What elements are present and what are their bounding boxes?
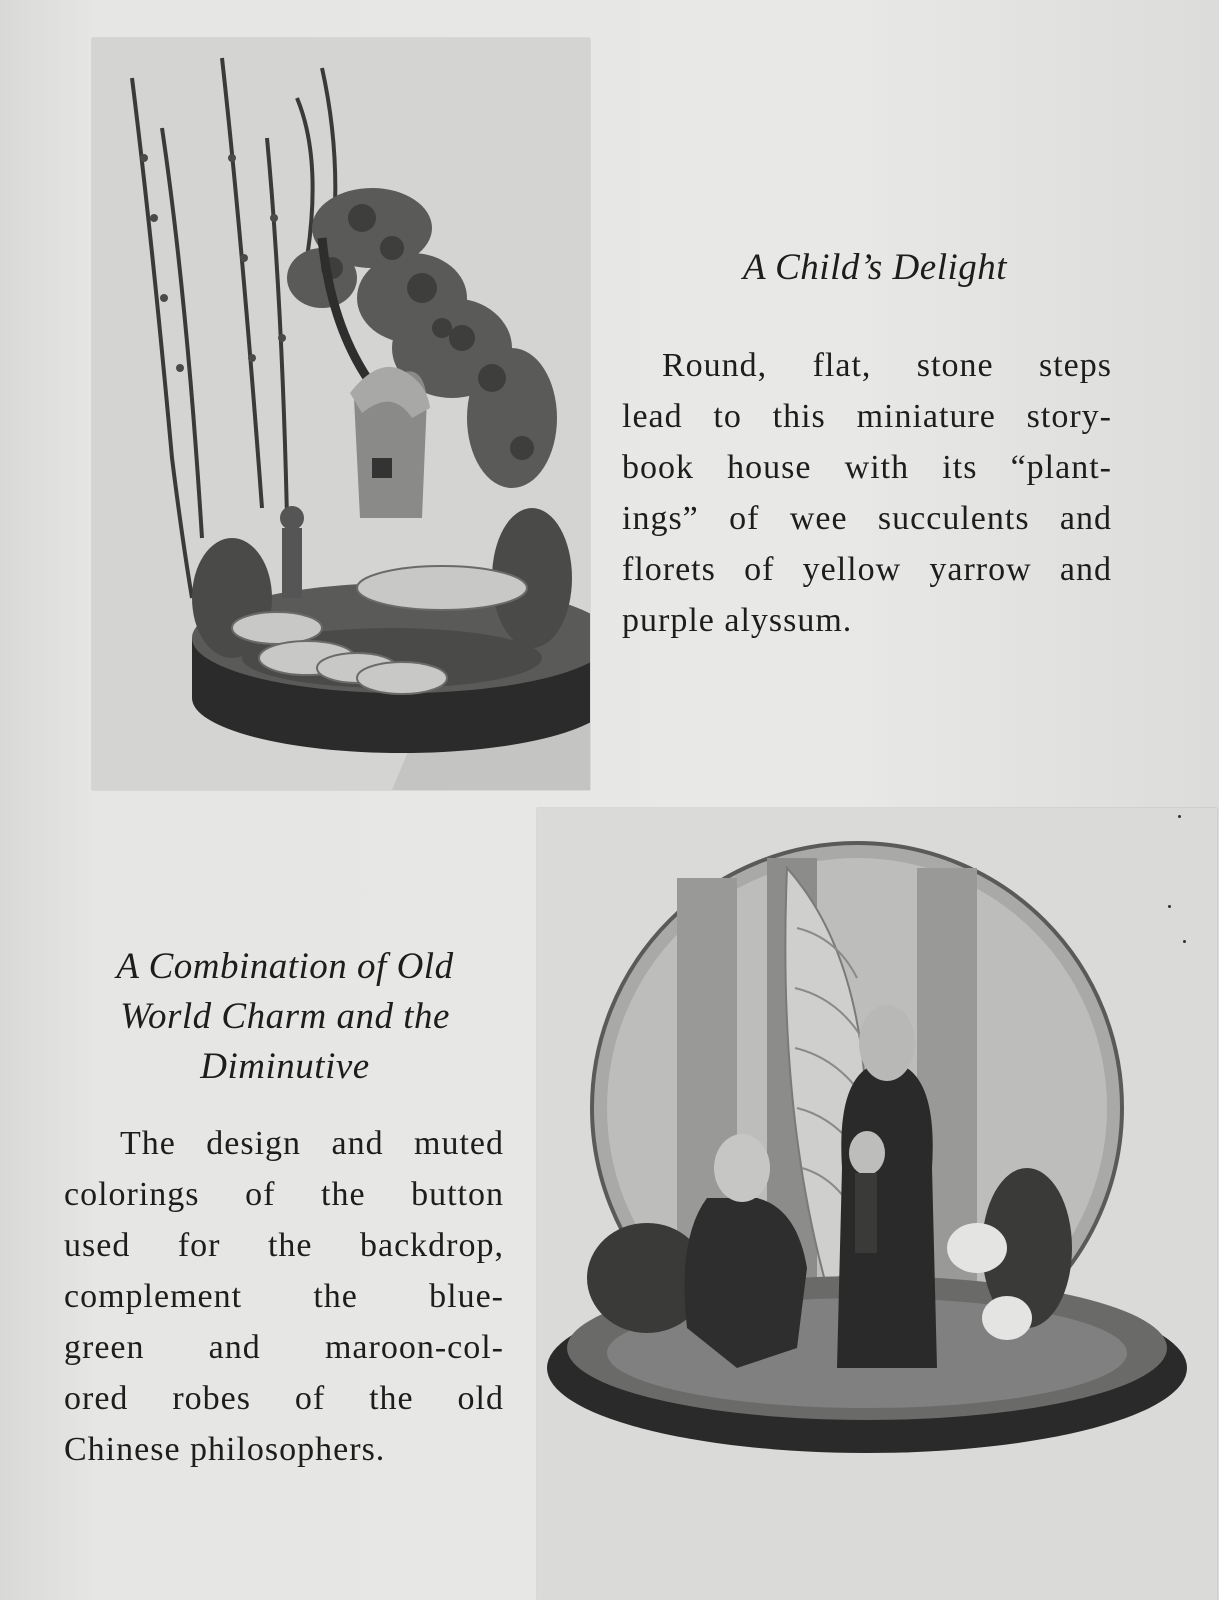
chinese-philosophers-illustration <box>537 808 1217 1600</box>
photo-chinese-philosophers <box>537 808 1217 1600</box>
print-speck <box>1183 940 1186 943</box>
text-line: book house with its “plant- <box>622 449 1112 486</box>
text-line: complement the blue- <box>64 1278 504 1315</box>
title-line: Diminutive <box>200 1046 370 1087</box>
text-line: lead to this miniature story- <box>622 398 1112 435</box>
text-line: florets of yellow yarrow and <box>622 551 1112 588</box>
title-old-world-charm <box>60 942 510 1092</box>
paragraph-old-world-charm <box>64 1118 504 1475</box>
paragraph-childs-delight <box>622 340 1112 646</box>
text-line: colorings of the button <box>64 1176 504 1213</box>
title-childs-delight: A Child’s Delight <box>742 247 1008 288</box>
text-line: used for the backdrop, <box>64 1227 504 1264</box>
photo-storybook-house <box>92 38 590 790</box>
text-line: Chinese philosophers. <box>64 1431 386 1468</box>
storybook-house-illustration <box>92 38 590 790</box>
title-line: A Combination of Old <box>116 946 454 987</box>
text-line: Round, flat, stone steps <box>662 347 1112 384</box>
print-speck <box>1178 815 1181 818</box>
text-line: ings” of wee succulents and <box>622 500 1112 537</box>
text-line: ored robes of the old <box>64 1380 504 1417</box>
title-line: World Charm and the <box>120 996 450 1037</box>
text-line: The design and muted <box>120 1125 504 1162</box>
text-line: green and maroon-col- <box>64 1329 504 1366</box>
print-speck <box>1168 905 1171 908</box>
text-line: purple alyssum. <box>622 602 853 639</box>
